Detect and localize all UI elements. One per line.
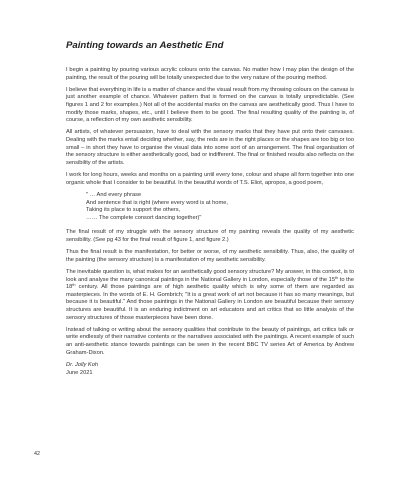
paragraph-7-part: The inevitable question is, what makes for an aesthetically good sensory structure? My answer, in this context, is to look and analyse the many canonical paintings in the National Gallery in London, especially those of the 15 (66, 269, 354, 283)
paragraph-3: All artists, of whatever persuasion, have to deal with the sensory marks that they have put onto their canvases. Dealing with the marks entail deciding whether, say, the reds are in the right places or the shapes are too big or too small – in short they have to organise the visual data into some sort of an arrangement. The final organisation of the sensory structure is either aesthetically good, bad or indifferent. The final or finished results also reflects on the sensibility of the artists. (66, 129, 354, 166)
paragraph-4: I work for long hours, weeks and months on a painting until every tone, colour and shape all form together into one organic whole that I consider to be beautiful. In the beautiful words of T.S. Eliot, apropos, a good poem, (66, 171, 354, 186)
signature-date: June 2021 (66, 369, 93, 376)
paragraph-8: Instead of talking or writing about the sensory qualities that contribute to the beauty of paintings, art critics talk or write endlessly of their narrative contents or the narratives associated with the paintings. A recent example of such an anti-aesthetic stance towards paintings can be seen in the recent BBC TV series Art of America by Andrew Graham-Dixon. (66, 326, 354, 356)
paragraph-1: I begin a painting by pouring various acrylic colours onto the canvas. No matter how I may plan the design of the painting, the result of the pouring will be totally unexpected due to the very nature of the pouring method. (66, 67, 354, 81)
poem-line: …… The complete consort dancing together)" (86, 214, 202, 221)
article-body (66, 67, 354, 377)
poem-line: Taking its place to support the others, (86, 207, 181, 214)
author-name: Dr. Jolly Koh (66, 362, 99, 369)
signature-block (66, 362, 354, 377)
paragraph-7 (66, 269, 354, 322)
page-number: 42 (34, 451, 40, 457)
paragraph-7-part: to the 18 (66, 276, 354, 291)
superscript: th (72, 283, 76, 288)
poem-line: " … And every phrase (86, 192, 142, 199)
paragraph-6: Thus the final result is the manifestation, for better or worse, of my aesthetic sensibility. Thus, also, the quality of the painting (the sensory structure) is a manifestation of my aesthetic sensibility. (66, 249, 354, 263)
superscript: th (335, 275, 339, 280)
paragraph-7-part: century. All those paintings are of high aesthetic quality which is why some of them are regarded as masterpieces. In the words of E. H. Gombrich; "It is a great work of art not because it has so many meanings, but because it is beautiful." And those paintings in the National Gallery in London are beautiful because their sensory structures are beautiful. It is an enduring indictment on art educators and art critics that so little analysis of the sensory structures of those masterpieces have been done. (66, 284, 354, 321)
paragraph-5: The final result of my struggle with the sensory structure of my painting reveals the quality of my aesthetic sensibility. (See pg 43 for the final result of figure 1, and figure 2.) (66, 229, 354, 244)
poem-line: And sentence that is right (where every word is at home, (86, 199, 228, 206)
page-title: Painting towards an Aesthetic End (66, 40, 224, 51)
paragraph-2: I believe that everything in life is a matter of chance and the visual result from my throwing colours on the canvas is just another example of chance. Whatever pattern that is formed on the canvas is totally unpredictable. (See figures 1 and 2 for examples.) Not all of the accidental marks on the canvas are aesthetically good. Thus I have to modify those marks, shapes, etc., until I believe them to be good. The final resulting quality of the painting is, of course, a reflection of my own aesthetic sensibility. (66, 86, 354, 124)
poem-quote (86, 192, 354, 222)
